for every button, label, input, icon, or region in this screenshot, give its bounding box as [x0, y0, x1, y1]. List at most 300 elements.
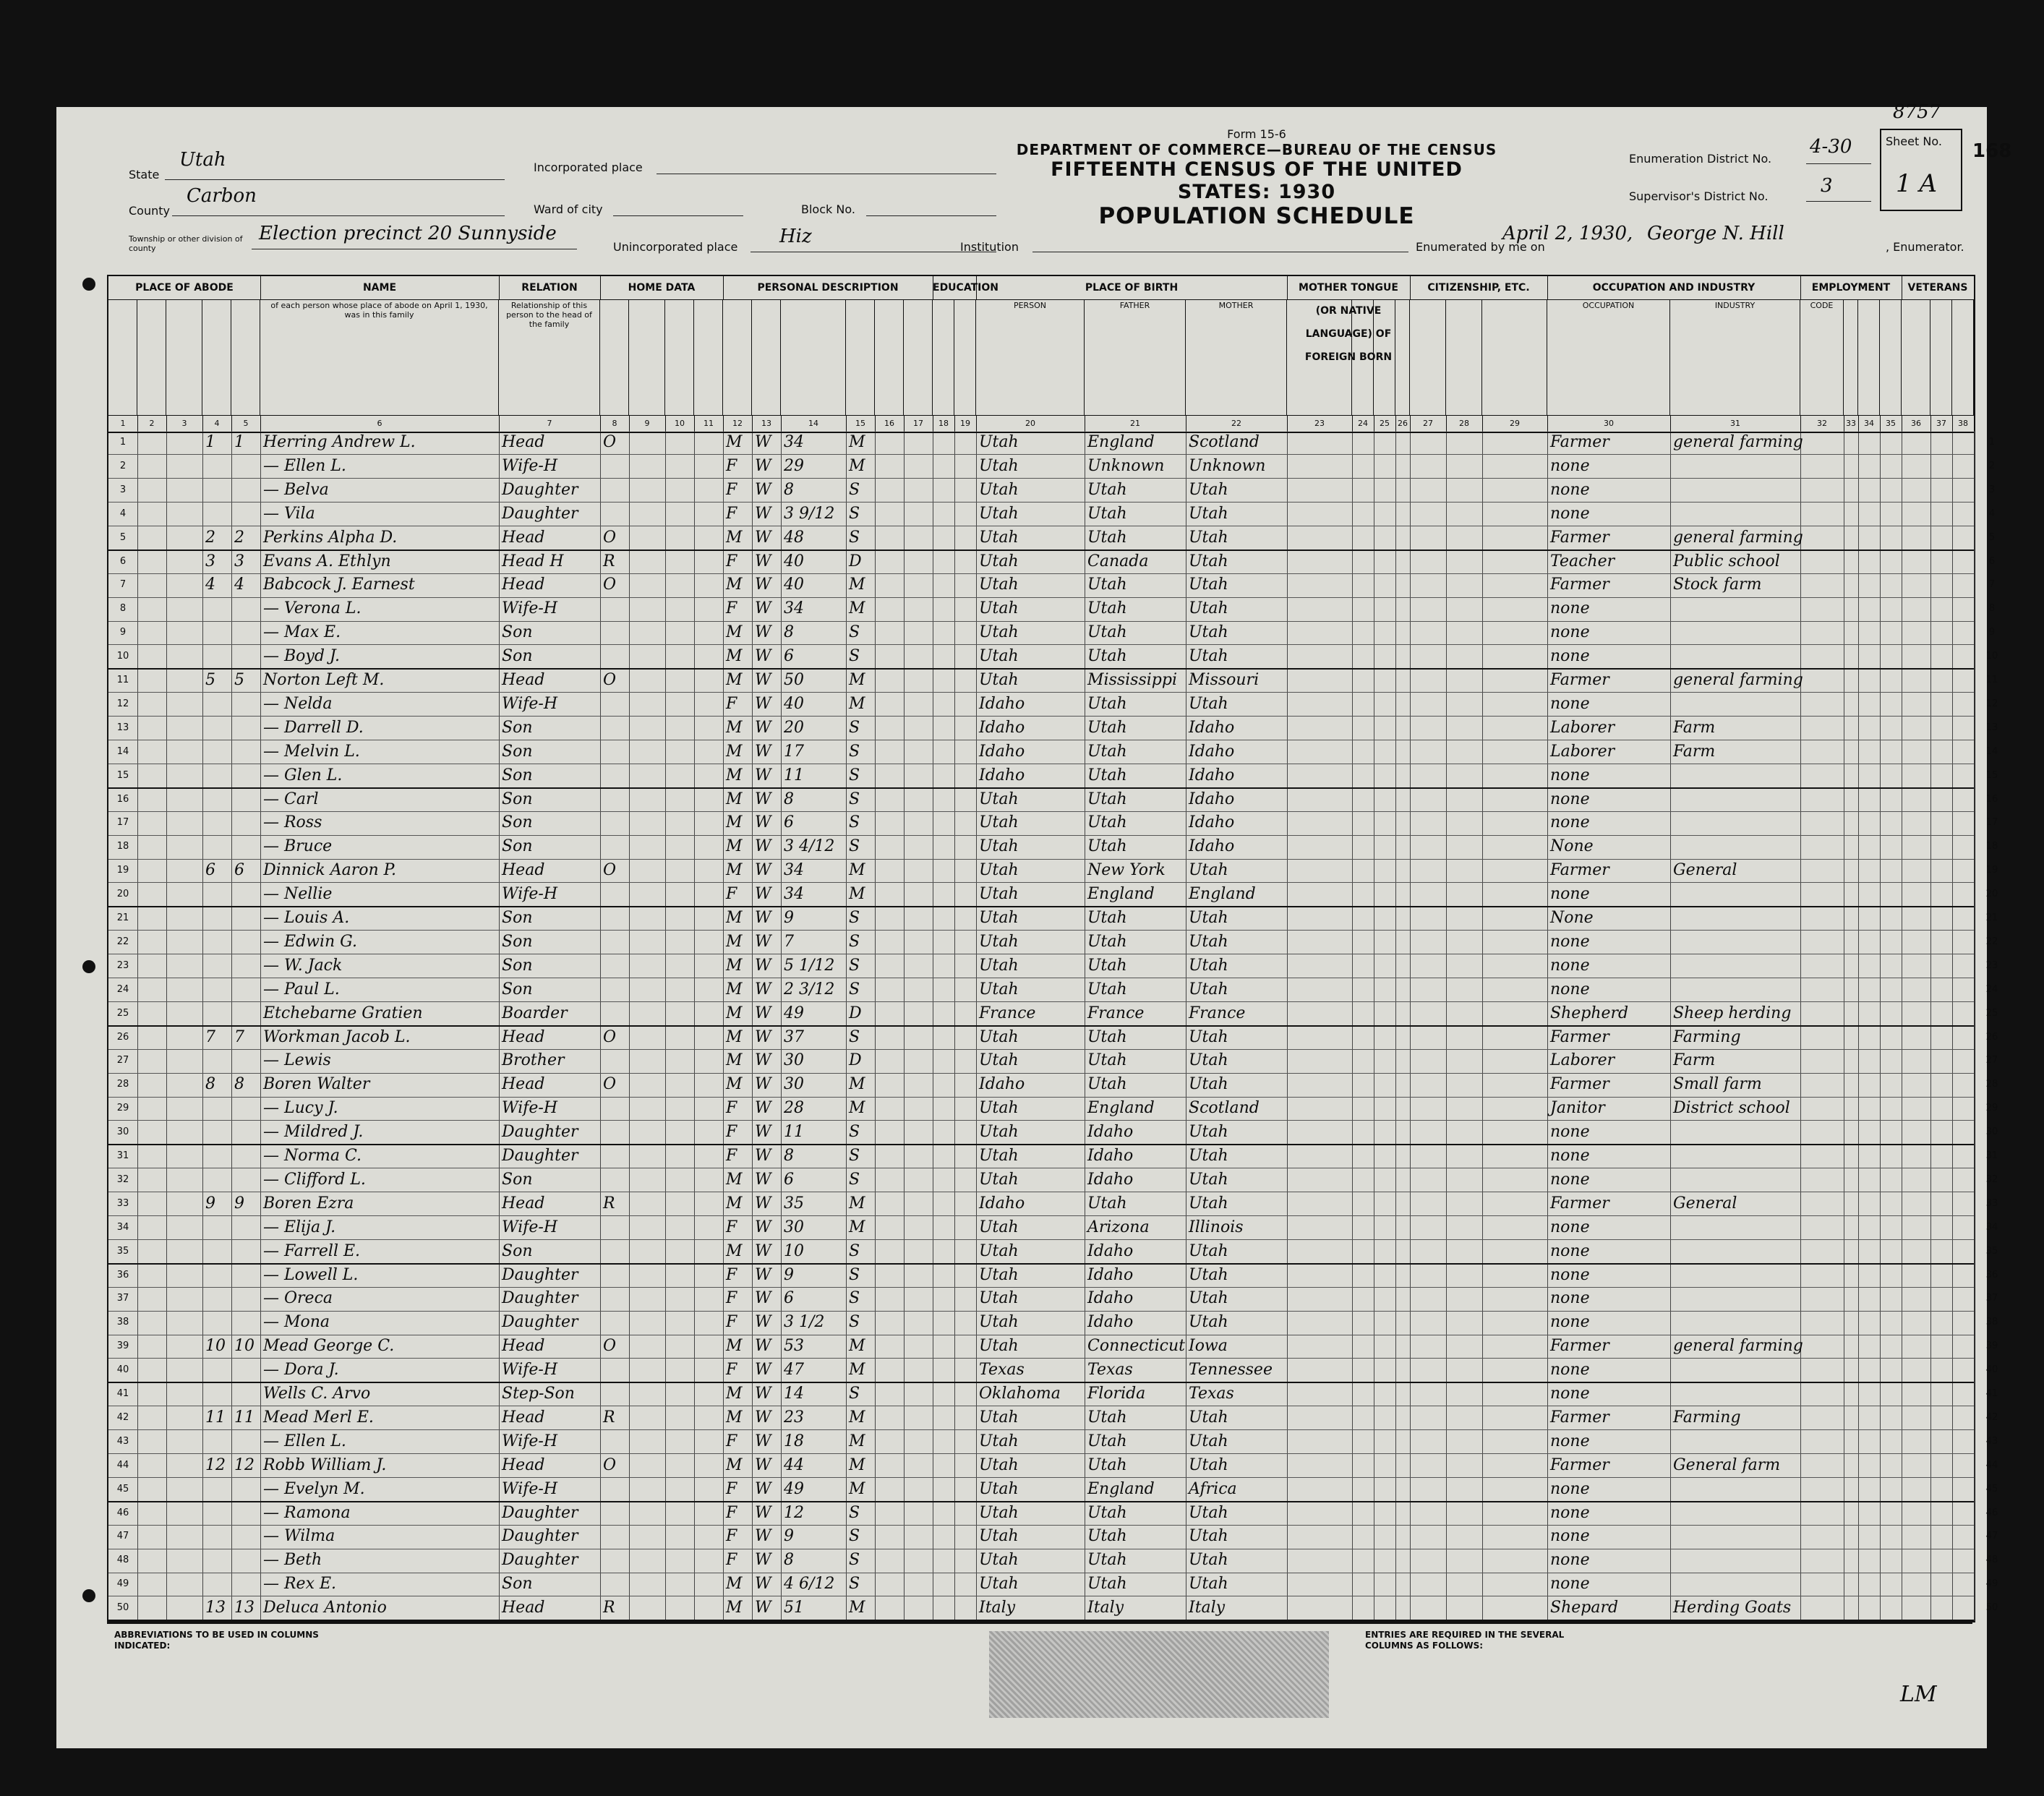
cell-occ: Farmer — [1550, 1194, 1609, 1213]
cell-mbp: Iowa — [1189, 1337, 1228, 1356]
cell-occ: none — [1550, 1432, 1590, 1450]
cell-occ: none — [1550, 1147, 1590, 1165]
column-number: 31 — [1670, 415, 1801, 433]
cell-own: O — [603, 1337, 617, 1356]
cell-race: W — [755, 932, 771, 951]
cell-name: Mead Merl E. — [263, 1408, 374, 1427]
column-header — [1410, 299, 1446, 415]
cell-sex: M — [726, 1337, 743, 1356]
cell-n: 42 — [116, 1411, 129, 1423]
column-number: 5 — [231, 415, 261, 433]
cell-sex: M — [726, 766, 743, 784]
cell-ms: M — [849, 433, 865, 451]
cell-age: 8 — [784, 480, 794, 499]
line-number-right: 39 — [1985, 1340, 1998, 1352]
cell-name: — Ellen L. — [263, 1432, 346, 1450]
cell-mbp: Idaho — [1189, 742, 1235, 761]
cell-name: Etchebarne Gratien — [263, 1004, 423, 1022]
table-row — [108, 1240, 1998, 1265]
cell-n: 3 — [119, 484, 127, 495]
schedule-title: POPULATION SCHEDULE — [1098, 203, 1415, 229]
cell-name: — Max E. — [263, 623, 341, 642]
cell-n: 31 — [116, 1150, 129, 1161]
cell-ms: D — [849, 1004, 862, 1022]
cell-sex: F — [726, 504, 737, 523]
enumerator-name: George N. Hill — [1647, 223, 1784, 244]
cell-rel: Son — [502, 932, 533, 951]
cell-sex: M — [726, 1051, 743, 1070]
cell-fbp: France — [1087, 1004, 1145, 1022]
table-row — [108, 1121, 1998, 1145]
column-number: 25 — [1374, 415, 1396, 433]
cell-bp: Idaho — [979, 742, 1025, 761]
cell-n: 25 — [116, 1007, 129, 1019]
column-number: 34 — [1858, 415, 1881, 433]
cell-age: 28 — [784, 1099, 804, 1118]
table-row — [108, 1478, 1998, 1502]
cell-mbp: Utah — [1189, 1051, 1228, 1070]
cell-ind: Farm — [1673, 1051, 1716, 1070]
column-header: MOTHER — [1186, 299, 1287, 415]
cell-ms: M — [849, 1599, 865, 1617]
cell-n: 37 — [116, 1293, 129, 1304]
cell-occ: none — [1550, 480, 1590, 499]
cell-fbp: Utah — [1087, 980, 1127, 999]
cell-name: — W. Jack — [263, 956, 343, 975]
table-row — [108, 1359, 1998, 1383]
group-header: RELATION — [499, 276, 601, 300]
cell-fbp: Utah — [1087, 1408, 1127, 1427]
cell-fam: 4 — [234, 576, 244, 594]
line-number-right: 29 — [1985, 1103, 1998, 1114]
cell-occ: Farmer — [1550, 528, 1609, 547]
group-header: HOME DATA — [600, 276, 724, 300]
cell-race: W — [755, 790, 771, 808]
column-header — [723, 299, 752, 415]
cell-age: 11 — [784, 1123, 804, 1142]
cell-race: W — [755, 1241, 771, 1260]
cell-occ: None — [1550, 837, 1594, 856]
cell-bp: Utah — [979, 552, 1019, 570]
column-number: 6 — [260, 415, 500, 433]
cell-name: Evans A. Ethlyn — [263, 552, 391, 570]
cell-name: — Paul L. — [263, 980, 340, 999]
cell-mbp: Africa — [1189, 1479, 1237, 1498]
cell-occ: None — [1550, 909, 1594, 927]
table-row — [108, 859, 1998, 883]
cell-name: — Lowell L. — [263, 1265, 359, 1284]
instructions-footer — [107, 1622, 1972, 1732]
cell-occ: none — [1550, 1123, 1590, 1142]
cell-fbp: Idaho — [1087, 1170, 1134, 1189]
cell-fbp: Utah — [1087, 956, 1127, 975]
line-number-right: 33 — [1985, 1197, 1998, 1209]
cell-rel: Head — [502, 1599, 545, 1617]
line-number-right: 5 — [1988, 531, 1996, 543]
cell-occ: Janitor — [1550, 1099, 1605, 1118]
cell-mbp: Utah — [1189, 1075, 1228, 1094]
cell-age: 20 — [784, 718, 804, 737]
table-row — [108, 1287, 1998, 1311]
cell-fbp: Utah — [1087, 1455, 1127, 1474]
cell-bp: Idaho — [979, 718, 1025, 737]
cell-ms: S — [849, 1241, 860, 1260]
cell-mbp: Utah — [1189, 576, 1228, 594]
cell-name: Babcock J. Earnest — [263, 576, 415, 594]
column-header: PERSON — [976, 299, 1085, 415]
column-number: 22 — [1186, 415, 1288, 433]
township-label: Township or other division of county — [129, 234, 243, 253]
cell-bp: Utah — [979, 1051, 1019, 1070]
cell-age: 4 6/12 — [784, 1575, 835, 1594]
column-number: 4 — [202, 415, 232, 433]
cell-n: 38 — [116, 1317, 129, 1328]
line-number-right: 23 — [1985, 959, 1998, 971]
cell-ind: Sheep herding — [1673, 1004, 1792, 1022]
column-header — [933, 299, 954, 415]
cell-fbp: Utah — [1087, 576, 1127, 594]
cell-own: O — [603, 861, 617, 880]
table-row — [108, 764, 1998, 789]
cell-sex: M — [726, 1027, 743, 1046]
cell-age: 34 — [784, 433, 804, 451]
cell-name: Wells C. Arvo — [263, 1385, 371, 1403]
cell-age: 40 — [784, 576, 804, 594]
cell-occ: Laborer — [1550, 718, 1615, 737]
line-number-right: 14 — [1985, 745, 1998, 757]
cell-sex: F — [726, 1432, 737, 1450]
table-row — [108, 479, 1996, 503]
cell-ms: M — [849, 1337, 865, 1356]
column-number: 38 — [1952, 415, 1975, 433]
cell-mbp: Scotland — [1189, 433, 1260, 451]
line-number-right: 32 — [1985, 1173, 1998, 1185]
cell-mbp: France — [1189, 1004, 1246, 1022]
cell-race: W — [755, 909, 771, 927]
cell-n: 41 — [116, 1388, 129, 1399]
cell-occ: Farmer — [1550, 1337, 1609, 1356]
cell-dw: 4 — [205, 576, 215, 594]
line-number-right: 43 — [1985, 1435, 1998, 1447]
line-number-right: 26 — [1985, 1031, 1998, 1043]
table-row — [108, 645, 1998, 670]
cell-fam: 2 — [234, 528, 244, 547]
cell-bp: Utah — [979, 1527, 1019, 1546]
cell-age: 8 — [784, 790, 794, 808]
department-title: DEPARTMENT OF COMMERCE—BUREAU OF THE CENSUS — [1016, 141, 1497, 158]
cell-race: W — [755, 504, 771, 523]
table-row — [108, 621, 1996, 645]
cell-name: Norton Left M. — [263, 671, 385, 689]
cell-ms: M — [849, 1099, 865, 1118]
cell-ms: S — [849, 742, 860, 761]
cell-mbp: Tennessee — [1189, 1361, 1273, 1380]
cell-mbp: Utah — [1189, 1313, 1228, 1332]
cell-sex: F — [726, 1123, 737, 1142]
cell-race: W — [755, 1147, 771, 1165]
cell-sex: F — [726, 1147, 737, 1165]
cell-name: — Bruce — [263, 837, 333, 856]
cell-age: 30 — [784, 1218, 804, 1236]
column-header: INDUSTRY — [1670, 299, 1800, 415]
cell-age: 3 1/2 — [784, 1313, 825, 1332]
cell-ms: S — [849, 909, 860, 927]
cell-age: 8 — [784, 623, 794, 642]
table-row — [108, 669, 1998, 693]
column-number: 17 — [904, 415, 933, 433]
cell-dw: 3 — [205, 552, 215, 570]
cell-age: 9 — [784, 1527, 794, 1546]
cell-mbp: Utah — [1189, 1575, 1228, 1594]
cell-mbp: Utah — [1189, 1432, 1228, 1450]
cell-race: W — [755, 1599, 771, 1617]
cell-sex: F — [726, 1313, 737, 1332]
cell-dw: 11 — [205, 1408, 226, 1427]
cell-ms: M — [849, 1479, 865, 1498]
cell-fbp: Utah — [1087, 813, 1127, 832]
column-number: 18 — [933, 415, 955, 433]
cell-ms: M — [849, 1194, 865, 1213]
cell-ms: M — [849, 576, 865, 594]
cell-age: 18 — [784, 1432, 804, 1450]
cell-fam: 9 — [234, 1194, 244, 1213]
cell-ms: S — [849, 980, 860, 999]
cell-bp: Utah — [979, 433, 1019, 451]
cell-ind: general farming — [1673, 671, 1803, 689]
cell-race: W — [755, 885, 771, 904]
cell-rel: Son — [502, 909, 533, 927]
cell-ms: S — [849, 1170, 860, 1189]
column-header — [1844, 299, 1858, 415]
cell-n: 46 — [116, 1507, 129, 1518]
cell-fbp: Mississippi — [1087, 671, 1177, 689]
cell-fbp: Utah — [1087, 1527, 1127, 1546]
cell-mbp: Utah — [1189, 1289, 1228, 1308]
cell-n: 27 — [116, 1055, 129, 1066]
cell-bp: Italy — [979, 1599, 1016, 1617]
cell-occ: none — [1550, 1241, 1590, 1260]
cell-bp: Utah — [979, 1123, 1019, 1142]
entries-title: ENTRIES ARE REQUIRED IN THE SEVERAL COLUMNS AS FOLLOWS: — [1365, 1630, 1565, 1651]
cell-fbp: England — [1087, 885, 1155, 904]
column-header — [1930, 299, 1952, 415]
group-header: MOTHER TONGUE (OR NATIVE LANGUAGE) OF FOREIGN BORN — [1287, 276, 1411, 300]
cell-sex: M — [726, 742, 743, 761]
cell-name: Perkins Alpha D. — [263, 528, 398, 547]
cell-ms: M — [849, 1408, 865, 1427]
cell-ind: Small farm — [1673, 1075, 1762, 1094]
cell-mbp: Utah — [1189, 1455, 1228, 1474]
line-number-right: 21 — [1985, 912, 1998, 923]
column-header — [1880, 299, 1902, 415]
cell-fbp: Florida — [1087, 1385, 1146, 1403]
cell-n: 20 — [116, 889, 129, 900]
cell-rel: Daughter — [502, 1527, 578, 1546]
cell-n: 15 — [116, 769, 129, 781]
table-row — [108, 503, 1996, 526]
table-row — [108, 431, 1996, 455]
line-number-right: 1 — [1988, 437, 1996, 448]
column-number: 37 — [1930, 415, 1953, 433]
cell-own: R — [603, 1408, 615, 1427]
cell-rel: Wife-H — [502, 694, 558, 713]
cell-ms: S — [849, 1551, 860, 1570]
cell-bp: Utah — [979, 1099, 1019, 1118]
cell-occ: Farmer — [1550, 1027, 1609, 1046]
line-number-right: 2 — [1988, 460, 1996, 471]
table-row — [108, 811, 1998, 835]
cell-fbp: Idaho — [1087, 1147, 1134, 1165]
cell-mbp: Utah — [1189, 932, 1228, 951]
cell-race: W — [755, 1004, 771, 1022]
cell-rel: Son — [502, 813, 533, 832]
cell-sex: F — [726, 1289, 737, 1308]
incorporated-label: Incorporated place — [534, 161, 643, 174]
cell-occ: none — [1550, 813, 1590, 832]
line-number-right: 45 — [1985, 1483, 1998, 1494]
cell-mbp: Utah — [1189, 552, 1228, 570]
cell-bp: Utah — [979, 956, 1019, 975]
cell-occ: Laborer — [1550, 742, 1615, 761]
cell-sex: F — [726, 1527, 737, 1546]
group-header: OCCUPATION AND INDUSTRY — [1547, 276, 1801, 300]
cell-sex: M — [726, 1455, 743, 1474]
cell-ind: Farm — [1673, 718, 1716, 737]
cell-sex: F — [726, 480, 737, 499]
cell-race: W — [755, 1265, 771, 1284]
table-row — [108, 597, 1996, 621]
line-number-right: 4 — [1988, 508, 1996, 519]
cell-race: W — [755, 1051, 771, 1070]
cell-bp: Utah — [979, 1147, 1019, 1165]
line-number-right: 38 — [1985, 1317, 1998, 1328]
cell-name: — Nelda — [263, 694, 333, 713]
cell-name: Robb William J. — [263, 1455, 387, 1474]
table-row — [108, 1073, 1998, 1097]
cell-sex: M — [726, 837, 743, 856]
cell-race: W — [755, 1408, 771, 1427]
binder-hole — [82, 278, 95, 291]
table-row — [108, 1145, 1998, 1168]
cell-sex: M — [726, 1075, 743, 1094]
cell-fbp: Utah — [1087, 932, 1127, 951]
cell-name: — Lewis — [263, 1051, 331, 1070]
cell-fam: 5 — [234, 671, 244, 689]
cell-fbp: Utah — [1087, 1051, 1127, 1070]
table-row — [108, 835, 1998, 859]
cell-n: 44 — [116, 1459, 129, 1471]
cell-age: 48 — [784, 528, 804, 547]
cell-ind: Farming — [1673, 1027, 1741, 1046]
table-row — [108, 1002, 1998, 1027]
cell-name: Mead George C. — [263, 1337, 395, 1356]
cell-occ: Farmer — [1550, 671, 1609, 689]
cell-ind: general farming — [1673, 1337, 1803, 1356]
cell-n: 40 — [116, 1364, 129, 1376]
column-header — [1902, 299, 1930, 415]
cell-fbp: Canada — [1087, 552, 1149, 570]
cell-dw: 2 — [205, 528, 215, 547]
table-row — [108, 1382, 1998, 1406]
cell-mbp: Utah — [1189, 480, 1228, 499]
cell-occ: Laborer — [1550, 1051, 1615, 1070]
cell-bp: Idaho — [979, 766, 1025, 784]
group-header: NAME — [260, 276, 500, 300]
cell-fbp: Utah — [1087, 694, 1127, 713]
cell-race: W — [755, 1313, 771, 1332]
cell-mbp: Missouri — [1189, 671, 1260, 689]
cell-rel: Head — [502, 1337, 545, 1356]
column-number: 13 — [752, 415, 782, 433]
cell-ms: S — [849, 790, 860, 808]
table-row — [108, 788, 1998, 812]
cell-bp: Utah — [979, 647, 1019, 666]
census-title: FIFTEENTH CENSUS OF THE UNITED STATES: 1930 — [1051, 158, 1463, 203]
line-number-right: 37 — [1985, 1293, 1998, 1304]
cell-race: W — [755, 1503, 771, 1522]
cell-bp: Utah — [979, 790, 1019, 808]
cell-mbp: Utah — [1189, 528, 1228, 547]
line-number-right: 50 — [1985, 1602, 1998, 1614]
cell-occ: none — [1550, 1218, 1590, 1236]
line-number-right: 25 — [1985, 1007, 1998, 1019]
cell-age: 12 — [784, 1503, 804, 1522]
cell-mbp: Scotland — [1189, 1099, 1260, 1118]
cell-bp: Utah — [979, 504, 1019, 523]
cell-occ: none — [1550, 1170, 1590, 1189]
cell-fbp: New York — [1087, 861, 1166, 880]
cell-race: W — [755, 599, 771, 618]
cell-mbp: Utah — [1189, 647, 1228, 666]
table-row — [108, 1454, 1998, 1478]
line-number-right: 10 — [1985, 651, 1998, 662]
column-header: Relationship of this person to the head of the family — [499, 299, 600, 415]
cell-bp: Utah — [979, 1241, 1019, 1260]
cell-sex: M — [726, 1004, 743, 1022]
cell-race: W — [755, 1432, 771, 1450]
cell-rel: Head — [502, 861, 545, 880]
cell-race: W — [755, 433, 771, 451]
stamp-number: 8757 — [1893, 101, 1941, 123]
cell-age: 9 — [784, 1265, 794, 1284]
cell-fbp: Utah — [1087, 1027, 1127, 1046]
enumeration-district-label: Enumeration District No. — [1629, 152, 1772, 166]
table-row — [108, 693, 1998, 717]
line-number-right: 47 — [1985, 1531, 1998, 1542]
column-number: 1 — [108, 415, 138, 433]
cell-bp: Utah — [979, 1575, 1019, 1594]
cell-age: 6 — [784, 1170, 794, 1189]
cell-rel: Daughter — [502, 1503, 578, 1522]
census-sheet — [56, 101, 2012, 1748]
cell-rel: Daughter — [502, 1289, 578, 1308]
cell-occ: none — [1550, 932, 1590, 951]
cell-fbp: Utah — [1087, 1432, 1127, 1450]
column-header — [904, 299, 933, 415]
cell-rel: Head H — [502, 552, 564, 570]
cell-race: W — [755, 1479, 771, 1498]
cell-ms: M — [849, 1455, 865, 1474]
cell-bp: Utah — [979, 528, 1019, 547]
cell-dw: 6 — [205, 861, 215, 880]
column-header — [954, 299, 976, 415]
cell-name: — Glen L. — [263, 766, 343, 784]
cell-name: Deluca Antonio — [263, 1599, 387, 1617]
cell-age: 30 — [784, 1075, 804, 1094]
line-number-right: 24 — [1985, 983, 1998, 995]
cell-rel: Son — [502, 1575, 533, 1594]
cell-dw: 12 — [205, 1455, 226, 1474]
